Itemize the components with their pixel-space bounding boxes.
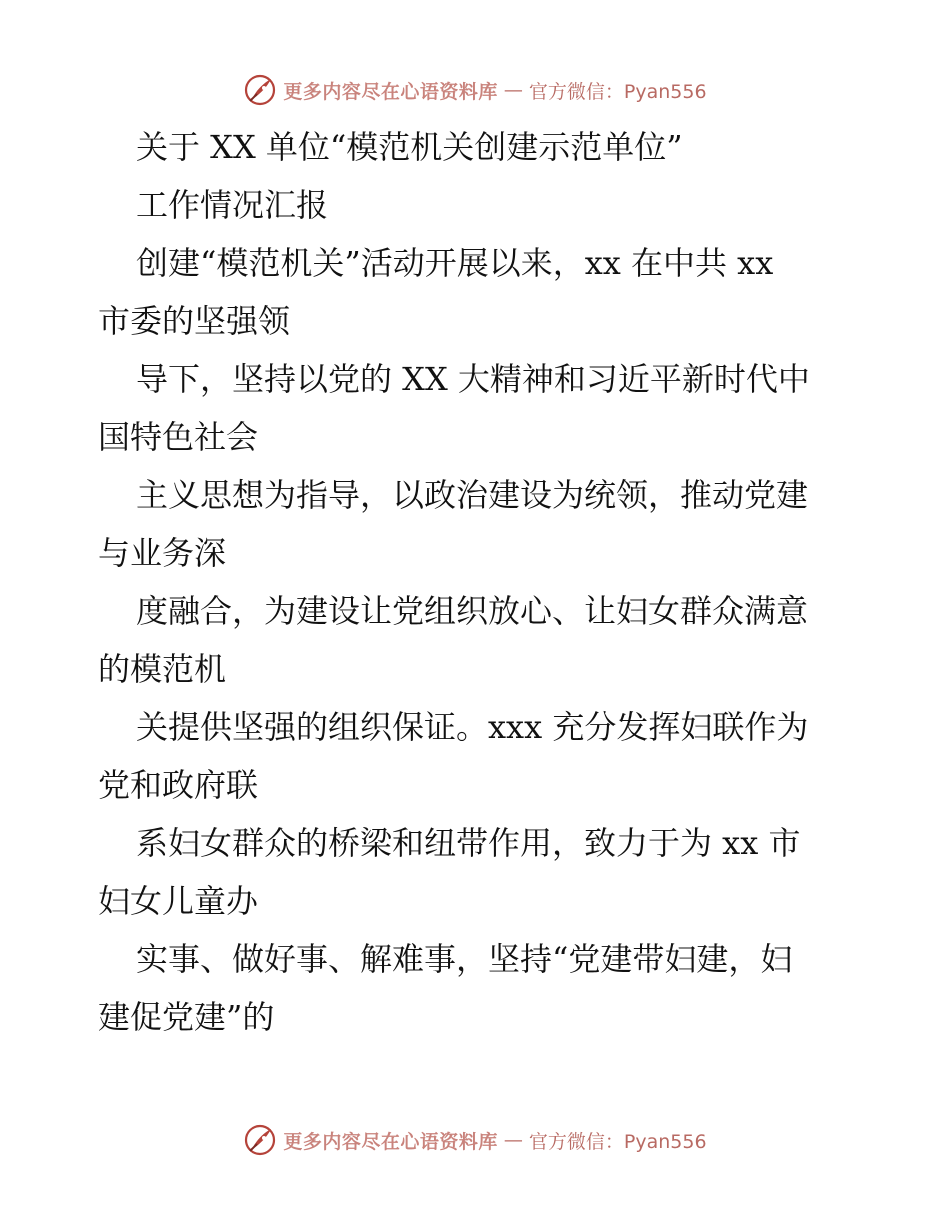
banner-dash: — [503,1129,523,1151]
doc-line: 关于 XX 单位“模范机关创建示范单位” [136,128,683,166]
banner-dash: — [503,79,523,101]
doc-line: 市委的坚强领 [98,302,291,340]
banner-brand-text: 更多内容尽在心语资料库 [283,80,498,103]
doc-line: 导下，坚持以党的 XX 大精神和习近平新时代中 [136,360,810,398]
doc-line: 创建“模范机关”活动开展以来，xx 在中共 xx [136,244,774,282]
doc-line: 度融合，为建设让党组织放心、让妇女群众满意 [136,592,809,630]
doc-line: 实事、做好事、解难事，坚持“党建带妇建，妇 [136,940,793,978]
doc-line: 国特色社会 [98,418,259,456]
feather-pen-logo-icon [243,73,277,107]
doc-line: 系妇女群众的桥梁和纽带作用，致力于为 xx 市 [136,824,801,862]
doc-line: 关提供坚强的组织保证。xxx 充分发挥妇联作为 [136,708,809,746]
doc-line: 党和政府联 [98,766,259,804]
header-watermark-banner [0,70,950,110]
doc-line: 主义思想为指导，以政治建设为统领，推动党建 [136,476,809,514]
banner-brand-text: 更多内容尽在心语资料库 [283,1130,498,1153]
banner-wechat-text: 官方微信：Pyan556 [528,1130,707,1153]
doc-line: 妇女儿童办 [98,882,259,920]
doc-line: 的模范机 [98,650,227,688]
banner-wechat-text: 官方微信：Pyan556 [528,80,707,103]
doc-line: 与业务深 [98,534,227,572]
doc-line: 工作情况汇报 [136,186,329,224]
footer-watermark-banner [0,1120,950,1160]
doc-line: 建促党建”的 [98,998,275,1036]
feather-pen-logo-icon [243,1123,277,1157]
document-body [98,118,858,1046]
